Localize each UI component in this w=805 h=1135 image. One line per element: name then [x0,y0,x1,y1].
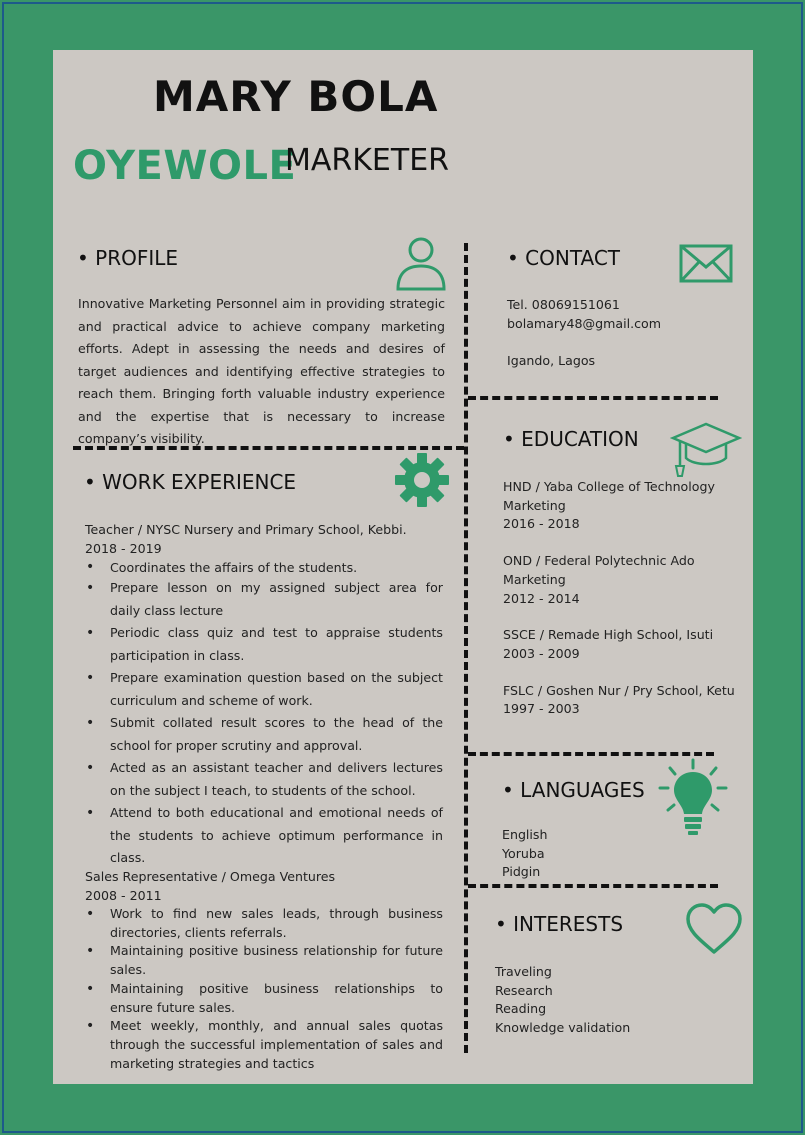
list-item: • Attend to both educational and emotional needs of the students to achieve optimum performance in class. [85,802,443,870]
profile-heading: • PROFILE [77,246,178,270]
lightbulb-icon [658,758,728,838]
first-name: MARY BOLA [153,72,439,121]
divider-education-languages [468,752,714,756]
list-item: • Coordinates the affairs of the students. [85,558,443,577]
languages-heading: • LANGUAGES [502,778,645,802]
interest-item: Traveling [495,964,552,979]
edu-2-years: 2012 - 2014 [503,590,580,606]
job-2-title: Sales Representative / Omega Ventures [85,869,336,884]
contact-location: Igando, Lagos [507,353,596,369]
list-item: • Maintaining positive business relationships to ensure future sales. [85,980,443,1017]
list-item: • Work to find new sales leads, through business directories, clients referrals. [85,905,443,942]
job-2-period: 2008 - 2011 [85,888,162,903]
user-icon [393,234,449,292]
contact-heading: • CONTACT [507,246,620,270]
language-item: English [502,827,548,842]
edu-2-course: Marketing [503,571,566,587]
education-heading: • EDUCATION [503,427,639,451]
edu-4-school: FSLC / Goshen Nur / Pry School, Ketu [503,682,735,698]
job-1-period: 2018 - 2019 [85,541,162,556]
interest-item: Reading [495,1001,547,1017]
list-item: • Periodic class quiz and test to appraise students participation in class. [85,622,443,667]
list-item: • Submit collated result scores to the head of the school for proper scrutiny and approval. [85,712,443,757]
list-item: • Prepare examination question based on the subject curriculum and scheme of work. [85,667,443,712]
edu-4-years: 1997 - 2003 [503,701,580,717]
job-1-title: Teacher / NYSC Nursery and Primary School, Kebbi. [85,522,407,537]
list-item: • Meet weekly, monthly, and annual sales quotas through the successful implementation of sales and marketing strategies and tactics [85,1017,443,1073]
divider-contact-education [468,396,718,400]
gear-icon [393,451,451,509]
job-1-duties [85,558,443,870]
job-2 [85,867,443,1073]
edu-1-school: HND / Yaba College of Technology [503,479,715,494]
language-item: Pidgin [502,864,541,880]
heart-icon [685,902,743,956]
edu-1-years: 2016 - 2018 [503,516,580,532]
profile-text: Innovative Marketing Personnel aim in providing strategic and practical advice to achieve company marketing efforts. Adept in assessing the needs and desires of target audiences and identifying effective strategies to reach them. Bringing forth valuable industry experience and the expertise that is necessary to increase company’s visibility. [78,296,445,446]
list-item: • Maintaining positive business relationship for future sales. [85,942,443,979]
divider-languages-interests [468,884,718,888]
interests-heading: • INTERESTS [495,912,623,936]
interest-item: Knowledge validation [495,1020,631,1036]
vertical-divider [464,243,468,1053]
languages-list [502,826,547,882]
list-item: • Acted as an assistant teacher and delivers lectures on the subject I teach, to students of the school. [85,757,443,802]
last-name: OYEWOLE [73,143,297,189]
edu-2-school: OND / Federal Polytechnic Ado [503,553,695,569]
language-item: Yoruba [502,845,545,861]
job-role: MARKETER [285,143,450,178]
job-1 [85,520,443,870]
graduation-cap-icon [670,420,742,478]
contact-details [507,296,661,371]
interests-list [495,963,630,1038]
interest-item: Research [495,982,553,998]
work-heading: • WORK EXPERIENCE [84,470,296,494]
edu-1-course: Marketing [503,497,566,513]
resume-sheet [53,50,753,1084]
edu-3-years: 2003 - 2009 [503,645,580,661]
job-2-duties [85,905,443,1073]
envelope-icon [679,244,733,284]
contact-email: bolamary48@gmail.com [507,315,662,331]
edu-3-school: SSCE / Remade High School, Isuti [503,627,714,643]
contact-phone: Tel. 08069151061 [507,297,620,312]
education-list [503,478,735,719]
list-item: • Prepare lesson on my assigned subject area for daily class lecture [85,577,443,622]
